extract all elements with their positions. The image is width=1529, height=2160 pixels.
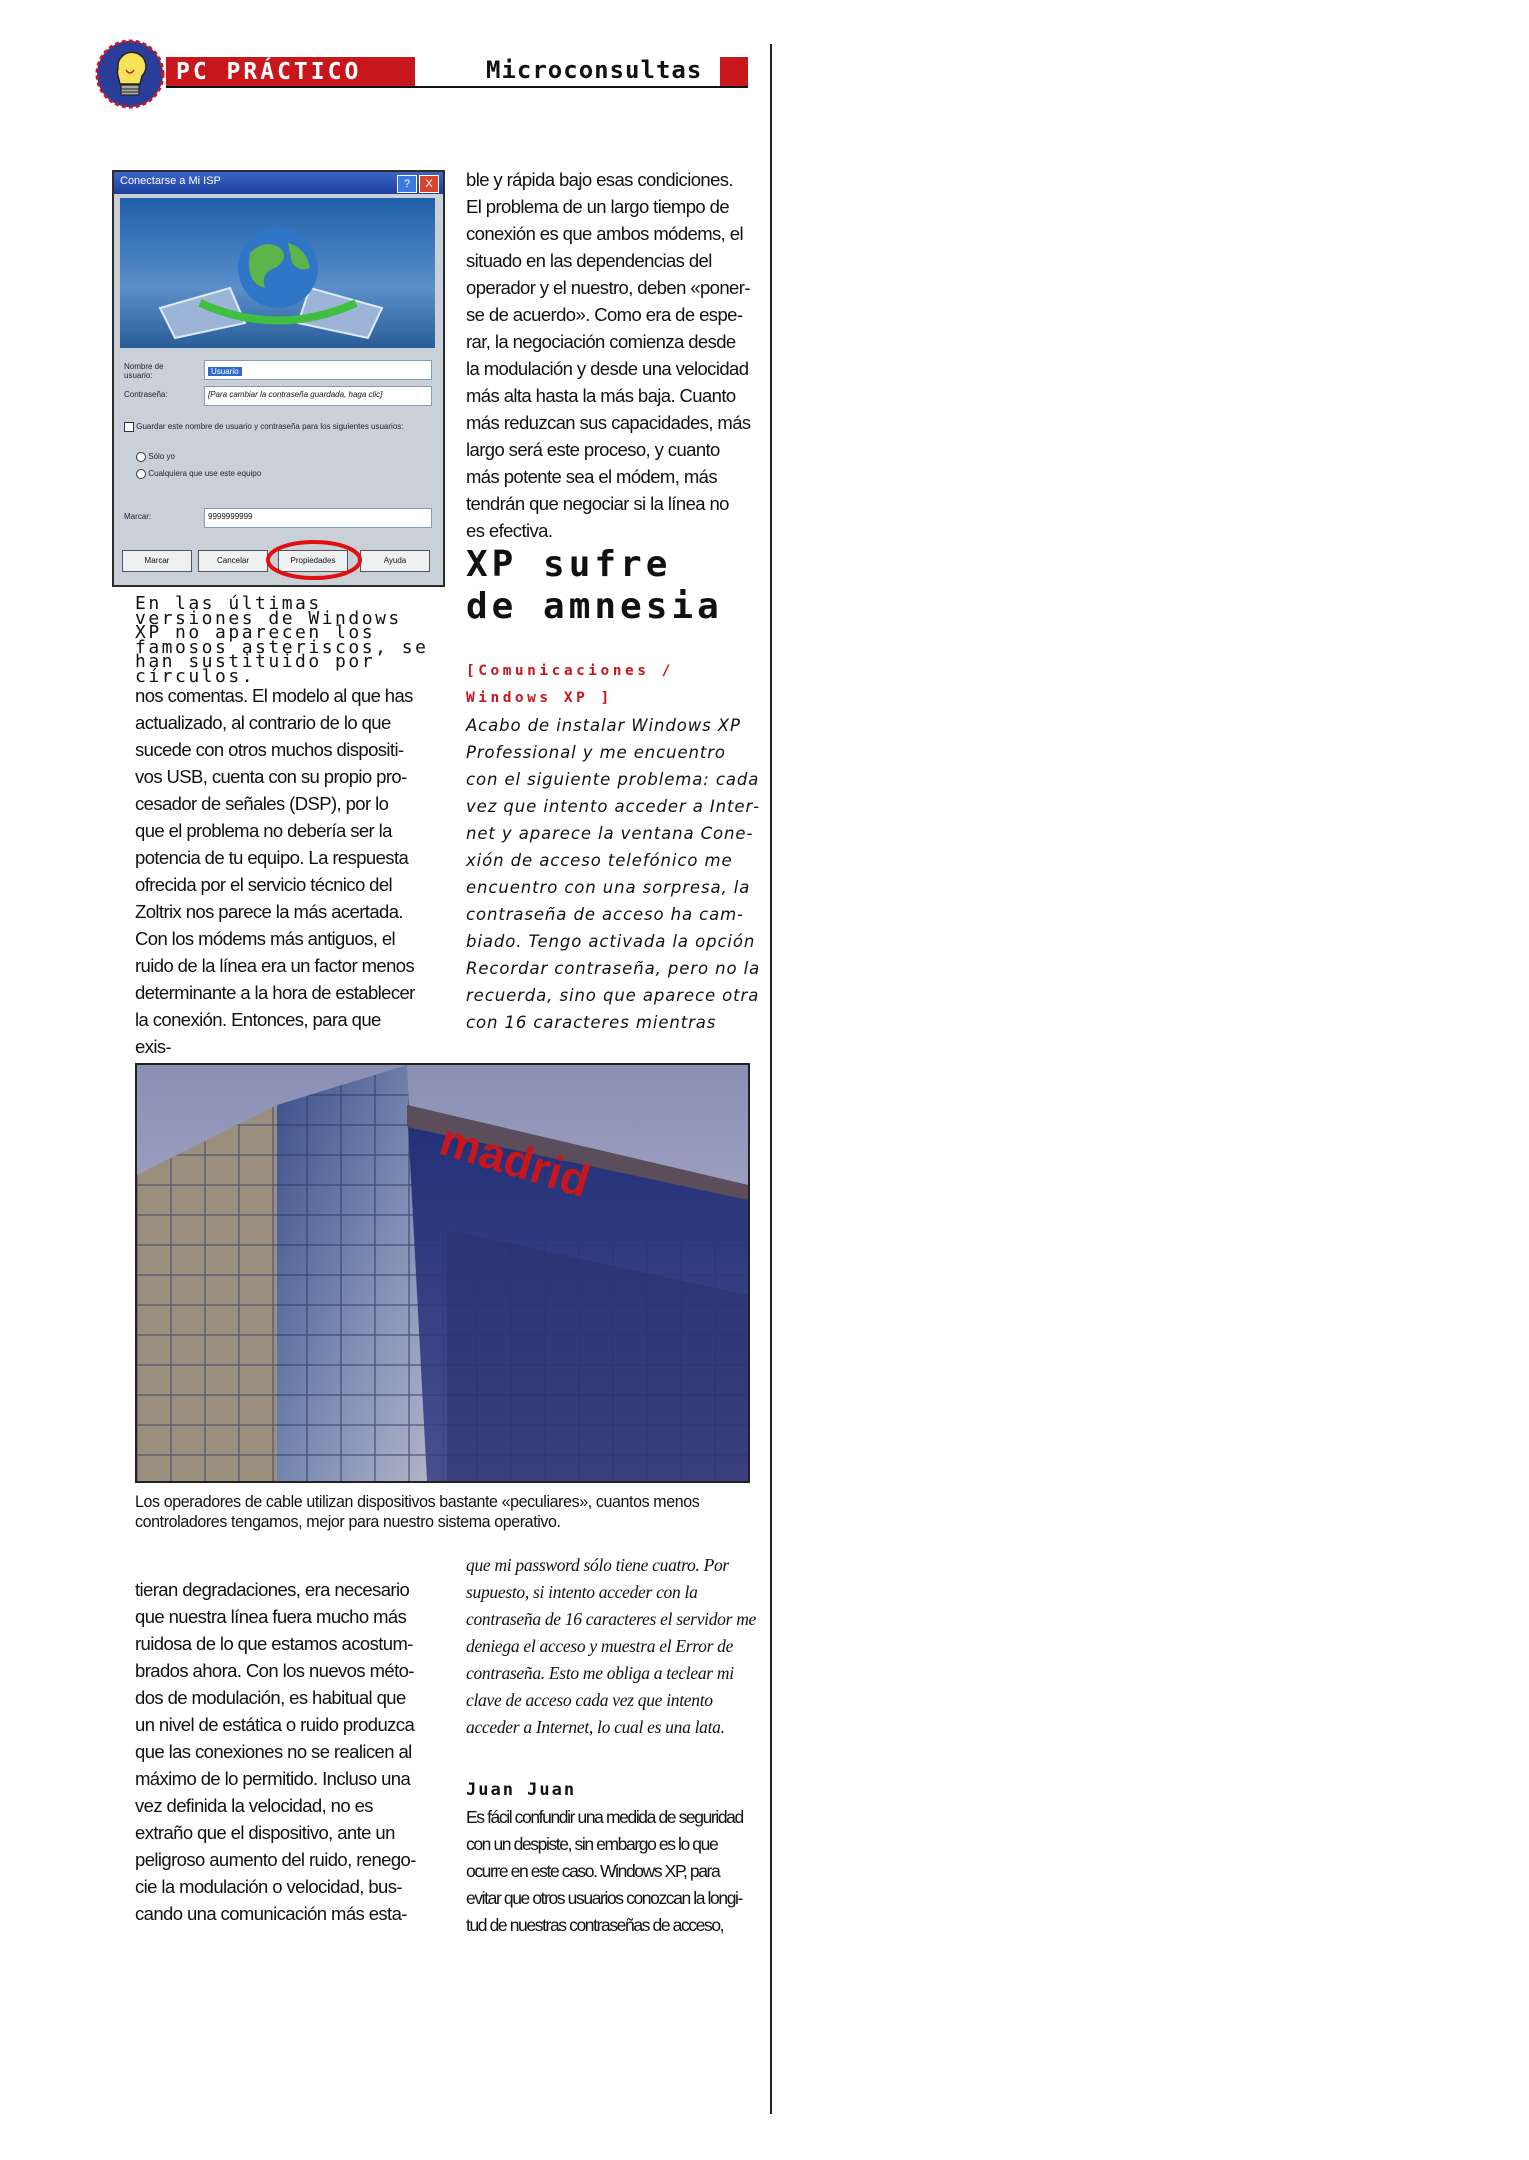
radio-selected-icon [136, 469, 146, 479]
save-checkbox-label: Guardar este nombre de usuario y contraseña para los siguientes usuarios: [136, 422, 404, 432]
body-text-col1-top: nos comentas. El modelo al que has actualizado, al contrario de lo que sucede con otros muchos dispositivos USB, cuenta con su propio procesador de señales (DSP), por lo que el problema no debería ser la potencia de tu equipo. La respuesta ofrecida por el servicio técnico del Zoltrix nos parece la más acertada. Con los módems más antiguos, el ruido de la línea era un factor menos determinante a la hora de establecer la conexión. Entonces, para que exis- [135, 685, 415, 1057]
properties-button: Propiedades [278, 550, 348, 572]
dialog-screenshot [112, 170, 445, 587]
dialog-banner [120, 198, 435, 348]
dial-label: Marcar: [124, 512, 152, 521]
answer-text: Es fácil confundir una medida de seguridad con un despiste, sin embargo es lo que ocurre en este caso. Windows XP, para evitar que otros usuarios conozcan la longitud de nuestras contraseñas de acceso, [466, 1807, 744, 1935]
body-text-col2-top: ble y rápida bajo esas condiciones. El problema de un largo tiempo de conexión es que ambos módems, el situado en las dependencias del operador y el nuestro, deben «ponerse de acuerdo». Como era de esperar, la negociación comienza desde la modulación y desde una velocidad más alta hasta la más baja. Cuanto más reduzcan sus capacidades, más largo será este proceso, y cuanto más potente sea el módem, más tendrán que negociar si la línea no es efectiva. [466, 169, 751, 541]
dial-field [204, 508, 432, 528]
building-sign: madrid [434, 1112, 596, 1208]
radio-me-label: Sólo yo [148, 452, 175, 462]
page-title: Microconsultas [486, 56, 703, 84]
section-name: PC PRÁCTICO [176, 59, 362, 85]
article-title-line2: de amnesia [466, 586, 723, 627]
radio-me-row [136, 452, 175, 462]
radio-all-row [136, 469, 261, 479]
dial-button: Marcar [122, 550, 192, 572]
question-text-part2: que mi password sólo tiene cuatro. Por supuesto, si intento acceder con la contraseña de 16 caracteres el servidor me deniega el acceso y muestra el Error de contraseña. Esto me obliga a teclear mi clave de acceso cada vez que intento acceder a Internet, lo cual es una lata. [466, 1555, 757, 1737]
globe-network-icon [120, 198, 435, 348]
radio-icon [136, 452, 146, 462]
figure1-caption: En las últimas versiones de Windows XP no aparecen los famosos asteriscos, se han sustituido por círculos. [135, 593, 429, 687]
header-square [720, 57, 748, 86]
question-author: Juan Juan [466, 1780, 577, 1800]
highlight-ellipse [264, 538, 364, 582]
password-hint: [Para cambiar la contraseña guardada, haga clic] [208, 390, 383, 399]
article-title [466, 544, 723, 628]
header-rule-left [166, 86, 415, 88]
article-title-line1: XP sufre [466, 544, 672, 585]
user-value: Usuario [208, 367, 242, 376]
radio-all-label: Cualquiera que use este equipo [148, 469, 262, 479]
dialog-titlebar [114, 172, 443, 194]
user-label: Nombre de usuario: [124, 362, 164, 380]
save-checkbox-row [124, 422, 424, 432]
body-text-col1-bottom: tieran degradaciones, era necesario que nuestra línea fuera mucho más ruidosa de lo que estamos acostumbrados ahora. Con los nuevos métodos de modulación, es habitual que un nivel de estática o ruido produzca que las conexiones no se realicen al máximo de lo permitido. Incluso una vez definida la velocidad, no es extraño que el dispositivo, ante un peligroso aumento del ruido, renegocie la modulación o velocidad, buscando una comunicación más esta- [135, 1579, 417, 1924]
checkbox-icon [124, 422, 134, 432]
building-photo [135, 1063, 750, 1483]
dial-value: 9999999999 [208, 512, 253, 521]
password-field [204, 386, 432, 406]
lightbulb-logo-icon [88, 38, 176, 114]
help-button: Ayuda [360, 550, 430, 572]
password-label: Contraseña: [124, 390, 168, 399]
building-illustration [137, 1065, 748, 1481]
close-icon: X [419, 175, 439, 193]
figure2-caption: Los operadores de cable utilizan dispositivos bastante «peculiares», cuantos menos controladores tengamos, mejor para nuestro sistema operativo. [135, 1492, 700, 1531]
header-rule [415, 86, 748, 88]
article-category: [Comunicaciones / Windows XP ] [466, 663, 674, 706]
user-field [204, 360, 432, 380]
help-icon: ? [397, 175, 417, 193]
cancel-button: Cancelar [198, 550, 268, 572]
column-rule [770, 44, 772, 2114]
dialog-title: Conectarse a Mi ISP [120, 175, 221, 187]
question-text-part1: Acabo de instalar Windows XP Professional y me encuentro con el siguiente problema: cada vez que intento acceder a Internet y aparece la ventana Conexión de acceso telefónico me encuentro con una sorpresa, la contraseña de acceso ha cambiado. Tengo activada la opción Recordar contraseña, pero no la recuerda, sino que aparece otra con 16 caracteres mientras [466, 716, 761, 1032]
